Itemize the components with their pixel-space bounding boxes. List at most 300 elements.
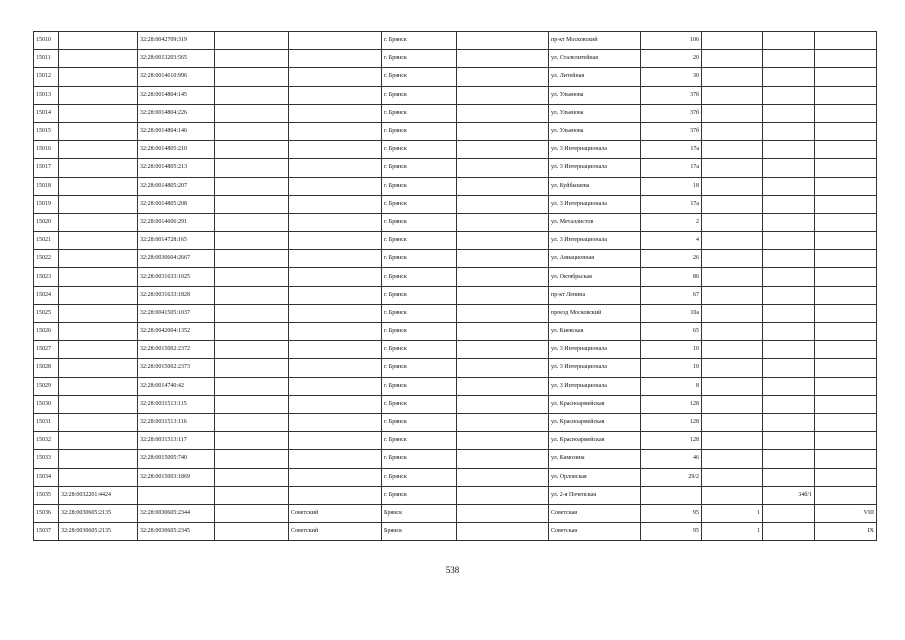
cell-record-number: 15037 xyxy=(34,523,59,541)
cell-record-number: 15010 xyxy=(34,32,59,50)
cell-city: г. Брянск xyxy=(382,268,457,286)
cell-record-number: 15033 xyxy=(34,450,59,468)
cell-building xyxy=(702,86,763,104)
cell-cadastral-number: 32:28:0014606:291 xyxy=(138,213,215,231)
cell-building xyxy=(702,141,763,159)
cell-cadastral-number: 32:28:0030605:2344 xyxy=(138,504,215,522)
cell-record-number: 15022 xyxy=(34,250,59,268)
cell-city: Брянск xyxy=(382,523,457,541)
cell-house-letter xyxy=(763,395,815,413)
cell-street: ул. Октябрьская xyxy=(549,268,641,286)
cell-city: г. Брянск xyxy=(382,359,457,377)
cell-city: г. Брянск xyxy=(382,86,457,104)
cell-street: ул. Орловская xyxy=(549,468,641,486)
cell-street: ул. Ульянова xyxy=(549,104,641,122)
cell-building xyxy=(702,304,763,322)
cell-cadastral-number: 32:28:0042709:319 xyxy=(138,32,215,50)
cell-parent-cadastral-number: 32:28:0030605:2135 xyxy=(59,523,138,541)
cell-parent-cadastral-number xyxy=(59,122,138,140)
cell-empty xyxy=(215,468,289,486)
cell-empty xyxy=(457,304,549,322)
cell-building xyxy=(702,486,763,504)
cell-house-letter xyxy=(763,450,815,468)
cell-house-number: 4 xyxy=(641,232,702,250)
cell-city: г. Брянск xyxy=(382,432,457,450)
cell-house-letter xyxy=(763,413,815,431)
cell-district xyxy=(289,432,382,450)
cell-cadastral-number: 32:28:0014728:165 xyxy=(138,232,215,250)
cell-parent-cadastral-number xyxy=(59,341,138,359)
cell-empty xyxy=(215,141,289,159)
cell-record-number: 15024 xyxy=(34,286,59,304)
cell-record-number: 15031 xyxy=(34,413,59,431)
cell-city: г. Брянск xyxy=(382,395,457,413)
cell-street: ул. 3 Интернационала xyxy=(549,359,641,377)
cell-empty xyxy=(457,432,549,450)
table-row xyxy=(34,213,877,231)
cell-record-number: 15011 xyxy=(34,50,59,68)
cell-district xyxy=(289,413,382,431)
cell-room xyxy=(815,122,877,140)
cell-cadastral-number: 32:28:0030605:2345 xyxy=(138,523,215,541)
cell-house-letter xyxy=(763,32,815,50)
cell-house-number: 67 xyxy=(641,286,702,304)
cell-house-letter xyxy=(763,195,815,213)
cell-parent-cadastral-number xyxy=(59,450,138,468)
cell-empty xyxy=(215,104,289,122)
cell-building xyxy=(702,122,763,140)
cell-room xyxy=(815,323,877,341)
cell-building xyxy=(702,341,763,359)
cell-empty xyxy=(457,486,549,504)
cell-record-number: 15036 xyxy=(34,504,59,522)
table-row xyxy=(34,141,877,159)
cell-parent-cadastral-number xyxy=(59,159,138,177)
cell-district xyxy=(289,377,382,395)
cell-cadastral-number: 32:28:0031513:115 xyxy=(138,395,215,413)
cell-record-number: 15019 xyxy=(34,195,59,213)
cell-house-number: 128 xyxy=(641,432,702,450)
cell-street: ул. Литейная xyxy=(549,68,641,86)
page-number: 538 xyxy=(445,565,460,575)
cell-street: ул. Камозина xyxy=(549,450,641,468)
cell-empty xyxy=(457,250,549,268)
cell-empty xyxy=(457,341,549,359)
cell-cadastral-number: 32:28:0015005:740 xyxy=(138,450,215,468)
cell-house-number: 8 xyxy=(641,377,702,395)
cell-cadastral-number: 32:28:0014610:996 xyxy=(138,68,215,86)
cell-room xyxy=(815,104,877,122)
cell-parent-cadastral-number: 32:28:0032201:4424 xyxy=(59,486,138,504)
cell-empty xyxy=(215,504,289,522)
cell-cadastral-number: 32:28:0014804:145 xyxy=(138,86,215,104)
cell-house-number: 106 xyxy=(641,32,702,50)
cell-house-letter xyxy=(763,359,815,377)
cell-empty xyxy=(457,286,549,304)
table-row xyxy=(34,450,877,468)
cell-house-number: 17а xyxy=(641,141,702,159)
cell-empty xyxy=(457,50,549,68)
cell-house-letter xyxy=(763,468,815,486)
cell-parent-cadastral-number xyxy=(59,68,138,86)
cell-record-number: 15012 xyxy=(34,68,59,86)
cell-house-number: 10 xyxy=(641,359,702,377)
table-row xyxy=(34,504,877,522)
table-row xyxy=(34,359,877,377)
cell-room xyxy=(815,50,877,68)
cell-parent-cadastral-number xyxy=(59,268,138,286)
cell-room xyxy=(815,213,877,231)
cell-parent-cadastral-number xyxy=(59,141,138,159)
cell-room xyxy=(815,141,877,159)
cell-record-number: 15017 xyxy=(34,159,59,177)
cell-house-letter xyxy=(763,122,815,140)
cell-empty xyxy=(457,159,549,177)
cell-empty xyxy=(215,377,289,395)
cell-room xyxy=(815,304,877,322)
cell-room xyxy=(815,413,877,431)
cell-city: г. Брянск xyxy=(382,486,457,504)
cell-empty xyxy=(457,213,549,231)
cell-parent-cadastral-number xyxy=(59,323,138,341)
cell-building: 1 xyxy=(702,504,763,522)
cell-empty xyxy=(215,395,289,413)
cell-house-number: 95 xyxy=(641,523,702,541)
cell-cadastral-number: 32:28:0031513:117 xyxy=(138,432,215,450)
cell-record-number: 15026 xyxy=(34,323,59,341)
cell-empty xyxy=(457,232,549,250)
cell-building xyxy=(702,104,763,122)
cell-district xyxy=(289,323,382,341)
cell-district xyxy=(289,359,382,377)
cell-parent-cadastral-number xyxy=(59,195,138,213)
cell-empty xyxy=(215,177,289,195)
cell-parent-cadastral-number: 32:28:0030605:2135 xyxy=(59,504,138,522)
cell-house-number: 37б xyxy=(641,122,702,140)
cell-city: г. Брянск xyxy=(382,323,457,341)
cell-city: г. Брянск xyxy=(382,141,457,159)
cell-city: г. Брянск xyxy=(382,195,457,213)
cell-cadastral-number: 32:28:0014805:207 xyxy=(138,177,215,195)
cell-house-letter xyxy=(763,250,815,268)
cell-record-number: 15029 xyxy=(34,377,59,395)
cell-room xyxy=(815,286,877,304)
cell-room xyxy=(815,468,877,486)
cell-house-letter xyxy=(763,159,815,177)
table-row xyxy=(34,523,877,541)
table-row xyxy=(34,377,877,395)
cell-street: ул. Красноармейская xyxy=(549,432,641,450)
table-row xyxy=(34,323,877,341)
cell-house-letter xyxy=(763,323,815,341)
cell-street: ул. Красноармейская xyxy=(549,413,641,431)
cell-record-number: 15015 xyxy=(34,122,59,140)
cell-room xyxy=(815,195,877,213)
cell-house-letter xyxy=(763,86,815,104)
cell-empty xyxy=(215,304,289,322)
table-row xyxy=(34,486,877,504)
cell-empty xyxy=(457,450,549,468)
cell-district xyxy=(289,304,382,322)
cell-district xyxy=(289,486,382,504)
cell-cadastral-number xyxy=(138,486,215,504)
cell-house-letter xyxy=(763,432,815,450)
cell-street: Советская xyxy=(549,523,641,541)
table-row xyxy=(34,413,877,431)
cell-district xyxy=(289,213,382,231)
cell-house-number: 46 xyxy=(641,450,702,468)
cell-house-number: 17а xyxy=(641,195,702,213)
cell-empty xyxy=(215,159,289,177)
cell-city: г. Брянск xyxy=(382,50,457,68)
cell-cadastral-number: 32:28:0031633:1025 xyxy=(138,268,215,286)
cell-parent-cadastral-number xyxy=(59,232,138,250)
cell-parent-cadastral-number xyxy=(59,359,138,377)
cell-empty xyxy=(457,195,549,213)
cell-empty xyxy=(457,141,549,159)
cell-room xyxy=(815,86,877,104)
cell-empty xyxy=(457,68,549,86)
cell-cadastral-number: 32:28:0014740:42 xyxy=(138,377,215,395)
table-row xyxy=(34,195,877,213)
cell-district xyxy=(289,195,382,213)
table-row xyxy=(34,177,877,195)
cell-parent-cadastral-number xyxy=(59,304,138,322)
table-row xyxy=(34,32,877,50)
cell-cadastral-number: 32:28:0015002:2372 xyxy=(138,341,215,359)
cell-district xyxy=(289,250,382,268)
cell-street: ул. Сталелитейная xyxy=(549,50,641,68)
table-row xyxy=(34,50,877,68)
cell-record-number: 15016 xyxy=(34,141,59,159)
table-row xyxy=(34,341,877,359)
cell-cadastral-number: 32:28:0014804:146 xyxy=(138,122,215,140)
cell-district xyxy=(289,122,382,140)
cell-record-number: 15034 xyxy=(34,468,59,486)
cell-room xyxy=(815,177,877,195)
cell-district xyxy=(289,32,382,50)
table-row xyxy=(34,68,877,86)
cell-empty xyxy=(215,195,289,213)
cell-building xyxy=(702,268,763,286)
cell-empty xyxy=(457,323,549,341)
table-row xyxy=(34,159,877,177)
cell-empty xyxy=(215,359,289,377)
cell-street: Советская xyxy=(549,504,641,522)
cell-city: г. Брянск xyxy=(382,122,457,140)
cell-district xyxy=(289,395,382,413)
table-row xyxy=(34,395,877,413)
cell-street: ул. Ульянова xyxy=(549,122,641,140)
cell-empty xyxy=(215,286,289,304)
table-row xyxy=(34,250,877,268)
cell-house-letter xyxy=(763,213,815,231)
cell-room xyxy=(815,32,877,50)
cell-record-number: 15021 xyxy=(34,232,59,250)
cell-parent-cadastral-number xyxy=(59,32,138,50)
cell-record-number: 15023 xyxy=(34,268,59,286)
cell-district xyxy=(289,86,382,104)
cell-building xyxy=(702,286,763,304)
cell-city: г. Брянск xyxy=(382,341,457,359)
table-body xyxy=(34,32,877,541)
cell-empty xyxy=(457,468,549,486)
cell-city: г. Брянск xyxy=(382,159,457,177)
cell-house-number: 65 xyxy=(641,323,702,341)
cell-house-letter xyxy=(763,177,815,195)
cell-parent-cadastral-number xyxy=(59,177,138,195)
cell-house-number: 18 xyxy=(641,177,702,195)
cell-house-number: 10а xyxy=(641,304,702,322)
cell-empty xyxy=(457,177,549,195)
cell-parent-cadastral-number xyxy=(59,250,138,268)
cell-empty xyxy=(457,377,549,395)
cell-house-number: 26 xyxy=(641,250,702,268)
cell-district xyxy=(289,68,382,86)
cell-empty xyxy=(215,50,289,68)
cell-city: г. Брянск xyxy=(382,250,457,268)
table-row xyxy=(34,286,877,304)
cell-empty xyxy=(215,232,289,250)
cell-parent-cadastral-number xyxy=(59,286,138,304)
cell-house-number: 128 xyxy=(641,395,702,413)
cadastral-registry-table xyxy=(33,31,877,541)
table-row xyxy=(34,122,877,140)
cell-city: г. Брянск xyxy=(382,213,457,231)
cell-city: г. Брянск xyxy=(382,232,457,250)
cell-empty xyxy=(457,504,549,522)
cell-city: г. Брянск xyxy=(382,468,457,486)
table-row xyxy=(34,86,877,104)
cell-building xyxy=(702,213,763,231)
cell-district: Советский xyxy=(289,504,382,522)
cell-building xyxy=(702,32,763,50)
table-row xyxy=(34,104,877,122)
cell-record-number: 15032 xyxy=(34,432,59,450)
cell-building xyxy=(702,432,763,450)
cell-cadastral-number: 32:28:0042004:1352 xyxy=(138,323,215,341)
cell-empty xyxy=(457,413,549,431)
cell-record-number: 15027 xyxy=(34,341,59,359)
cell-house-letter xyxy=(763,286,815,304)
cell-building xyxy=(702,323,763,341)
cell-city: г. Брянск xyxy=(382,177,457,195)
cell-room xyxy=(815,359,877,377)
cell-house-number: 2 xyxy=(641,213,702,231)
cell-street: пр-кт Московский xyxy=(549,32,641,50)
cell-house-number: 95 xyxy=(641,504,702,522)
cell-street: ул. 3 Интернационала xyxy=(549,232,641,250)
cell-street: ул. 3 Интернационала xyxy=(549,159,641,177)
cell-street: ул. Металлистов xyxy=(549,213,641,231)
cell-house-letter xyxy=(763,141,815,159)
cell-city: г. Брянск xyxy=(382,32,457,50)
cell-record-number: 15025 xyxy=(34,304,59,322)
cell-house-letter xyxy=(763,68,815,86)
cell-parent-cadastral-number xyxy=(59,413,138,431)
cell-empty xyxy=(457,395,549,413)
cell-room xyxy=(815,268,877,286)
cell-building xyxy=(702,395,763,413)
cell-cadastral-number: 32:28:0014805:213 xyxy=(138,159,215,177)
cell-empty xyxy=(457,86,549,104)
cell-parent-cadastral-number xyxy=(59,86,138,104)
cell-parent-cadastral-number xyxy=(59,50,138,68)
cell-house-number: 10 xyxy=(641,341,702,359)
cell-room xyxy=(815,450,877,468)
cell-cadastral-number: 32:28:0015003:1869 xyxy=(138,468,215,486)
cell-house-letter xyxy=(763,50,815,68)
cell-house-letter: 34б/1 xyxy=(763,486,815,504)
cell-district xyxy=(289,450,382,468)
cell-city: г. Брянск xyxy=(382,104,457,122)
cell-street: ул. Красноармейская xyxy=(549,395,641,413)
cell-building xyxy=(702,450,763,468)
cell-street: ул. Куйбышева xyxy=(549,177,641,195)
cell-record-number: 15020 xyxy=(34,213,59,231)
cell-street: ул. 3 Интернационала xyxy=(549,341,641,359)
cell-cadastral-number: 32:28:0015002:2373 xyxy=(138,359,215,377)
cell-room xyxy=(815,377,877,395)
cell-building xyxy=(702,250,763,268)
cell-district xyxy=(289,286,382,304)
cell-cadastral-number: 32:28:0013203:565 xyxy=(138,50,215,68)
cell-house-number: 17а xyxy=(641,159,702,177)
cell-city: г. Брянск xyxy=(382,286,457,304)
cell-building: 1 xyxy=(702,523,763,541)
cell-district xyxy=(289,468,382,486)
cell-empty xyxy=(215,268,289,286)
cell-city: Брянск xyxy=(382,504,457,522)
cell-district xyxy=(289,104,382,122)
cell-house-number: 86 xyxy=(641,268,702,286)
cell-house-letter xyxy=(763,504,815,522)
cell-cadastral-number: 32:28:0031513:116 xyxy=(138,413,215,431)
cell-city: г. Брянск xyxy=(382,413,457,431)
cell-building xyxy=(702,232,763,250)
cell-empty xyxy=(215,122,289,140)
cell-room xyxy=(815,250,877,268)
cell-house-number: 30 xyxy=(641,68,702,86)
cell-street: проезд Московский xyxy=(549,304,641,322)
cell-street: ул. 3 Интернационала xyxy=(549,141,641,159)
cell-record-number: 15018 xyxy=(34,177,59,195)
cell-street: пр-кт Ленина xyxy=(549,286,641,304)
cell-room xyxy=(815,341,877,359)
cell-house-number: 20 xyxy=(641,50,702,68)
cell-house-letter xyxy=(763,232,815,250)
cell-building xyxy=(702,468,763,486)
cell-house-number xyxy=(641,486,702,504)
table-row xyxy=(34,232,877,250)
cell-street: ул. Авиационная xyxy=(549,250,641,268)
cell-room: VIII xyxy=(815,504,877,522)
cell-cadastral-number: 32:28:0014805:210 xyxy=(138,141,215,159)
cell-empty xyxy=(457,32,549,50)
cell-street: ул. Киевская xyxy=(549,323,641,341)
cell-room xyxy=(815,432,877,450)
cell-house-letter xyxy=(763,268,815,286)
cell-empty xyxy=(215,68,289,86)
cell-building xyxy=(702,68,763,86)
cell-empty xyxy=(215,32,289,50)
cell-room xyxy=(815,232,877,250)
cell-house-letter xyxy=(763,304,815,322)
cell-building xyxy=(702,359,763,377)
cell-empty xyxy=(457,523,549,541)
cell-parent-cadastral-number xyxy=(59,213,138,231)
cell-record-number: 15028 xyxy=(34,359,59,377)
